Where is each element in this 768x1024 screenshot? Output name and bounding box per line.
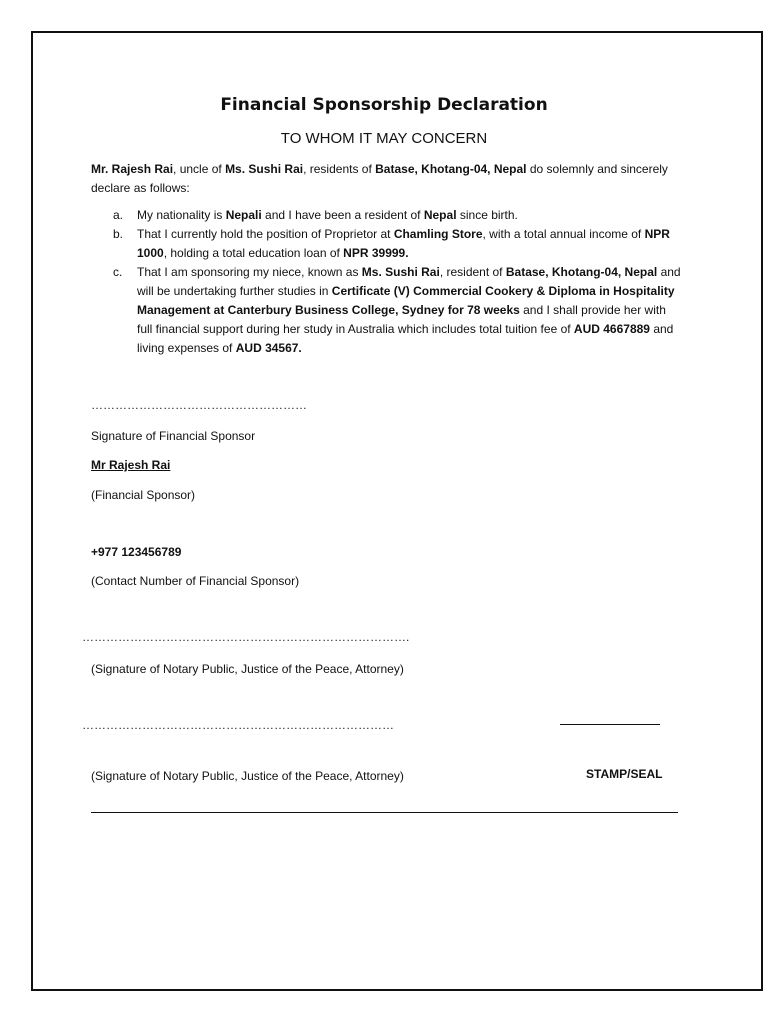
item-2-text-5: Certificate (V) Commercial Cookery & Diploma in Hospitality Management at Canterbury Business College, Sydney for 78 weeks (137, 284, 675, 317)
intro-text-1: , uncle of (173, 162, 226, 176)
document-subtitle: TO WHOM IT MAY CONCERN (280, 130, 488, 147)
item-1-text-5: NPR 39999. (343, 246, 409, 260)
intro-text-0: Mr. Rajesh Rai (91, 162, 174, 176)
item-1-text-2: , with a total annual income of (482, 227, 645, 241)
declaration-item (91, 263, 681, 358)
item-2-text-2: , resident of (439, 265, 506, 279)
item-1-text-4: , holding a total education loan of (163, 246, 344, 260)
item-0-text-0: My nationality is (137, 208, 226, 222)
item-0-text-4: since birth. (456, 208, 518, 222)
stamp-line (560, 724, 660, 725)
list-marker: b. (113, 227, 124, 241)
document-title: Financial Sponsorship Declaration (220, 95, 548, 115)
sponsor-phone: +977 123456789 (91, 545, 182, 559)
intro-text-3: , residents of (303, 162, 376, 176)
item-2-text-6: and I shall provide her with full financial support during her study in Australia which includes total tuition fee of (137, 303, 666, 336)
item-2-text-3: Batase, Khotang-04, Nepal (505, 265, 658, 279)
intro-text-4: Batase, Khotang-04, Nepal (375, 162, 527, 176)
notary-signature-label-1: (Signature of Notary Public, Justice of the Peace, Attorney) (91, 662, 404, 676)
item-2-text-4: and will be undertaking further studies in (137, 265, 681, 298)
item-2-text-1: Ms. Sushi Rai (361, 265, 440, 279)
list-marker: a. (113, 208, 124, 222)
item-2-text-9: AUD 34567. (235, 341, 302, 355)
declaration-item (91, 225, 681, 263)
sponsor-signature-label: Signature of Financial Sponsor (91, 429, 256, 443)
sponsor-phone-label: (Contact Number of Financial Sponsor) (91, 574, 300, 588)
declaration-item (91, 206, 681, 225)
notary-signature-dots-1: ………………………………………………………………………. (82, 630, 410, 644)
stamp-seal-label: STAMP/SEAL (586, 767, 663, 781)
item-0-text-3: Nepal (423, 208, 457, 222)
notary-signature-label-2: (Signature of Notary Public, Justice of the Peace, Attorney) (91, 769, 404, 783)
item-2-text-8: and living expenses of (137, 322, 674, 355)
sponsor-name: Mr Rajesh Rai (91, 458, 171, 472)
item-2-text-0: That I am sponsoring my niece, known as (137, 265, 362, 279)
intro-text-5: do solemnly and sincerely declare as follows: (91, 162, 668, 195)
list-marker: c. (113, 265, 123, 279)
item-1-text-0: That I currently hold the position of Proprietor at (137, 227, 394, 241)
notary-signature-dots-2: …………………………………………………………………… (82, 718, 394, 732)
declaration-list (91, 206, 681, 358)
intro-text-2: Ms. Sushi Rai (225, 162, 304, 176)
item-0-text-1: Nepali (225, 208, 262, 222)
sponsor-role: (Financial Sponsor) (91, 488, 196, 502)
bottom-rule (91, 812, 678, 813)
item-0-text-2: and I have been a resident of (261, 208, 424, 222)
item-1-text-3: NPR 1000 (137, 227, 670, 260)
sponsor-signature-dots: ……………………………………………… (91, 398, 307, 412)
intro-paragraph (91, 160, 691, 198)
item-1-text-1: Chamling Store (393, 227, 483, 241)
item-2-text-7: AUD 4667889 (573, 322, 650, 336)
